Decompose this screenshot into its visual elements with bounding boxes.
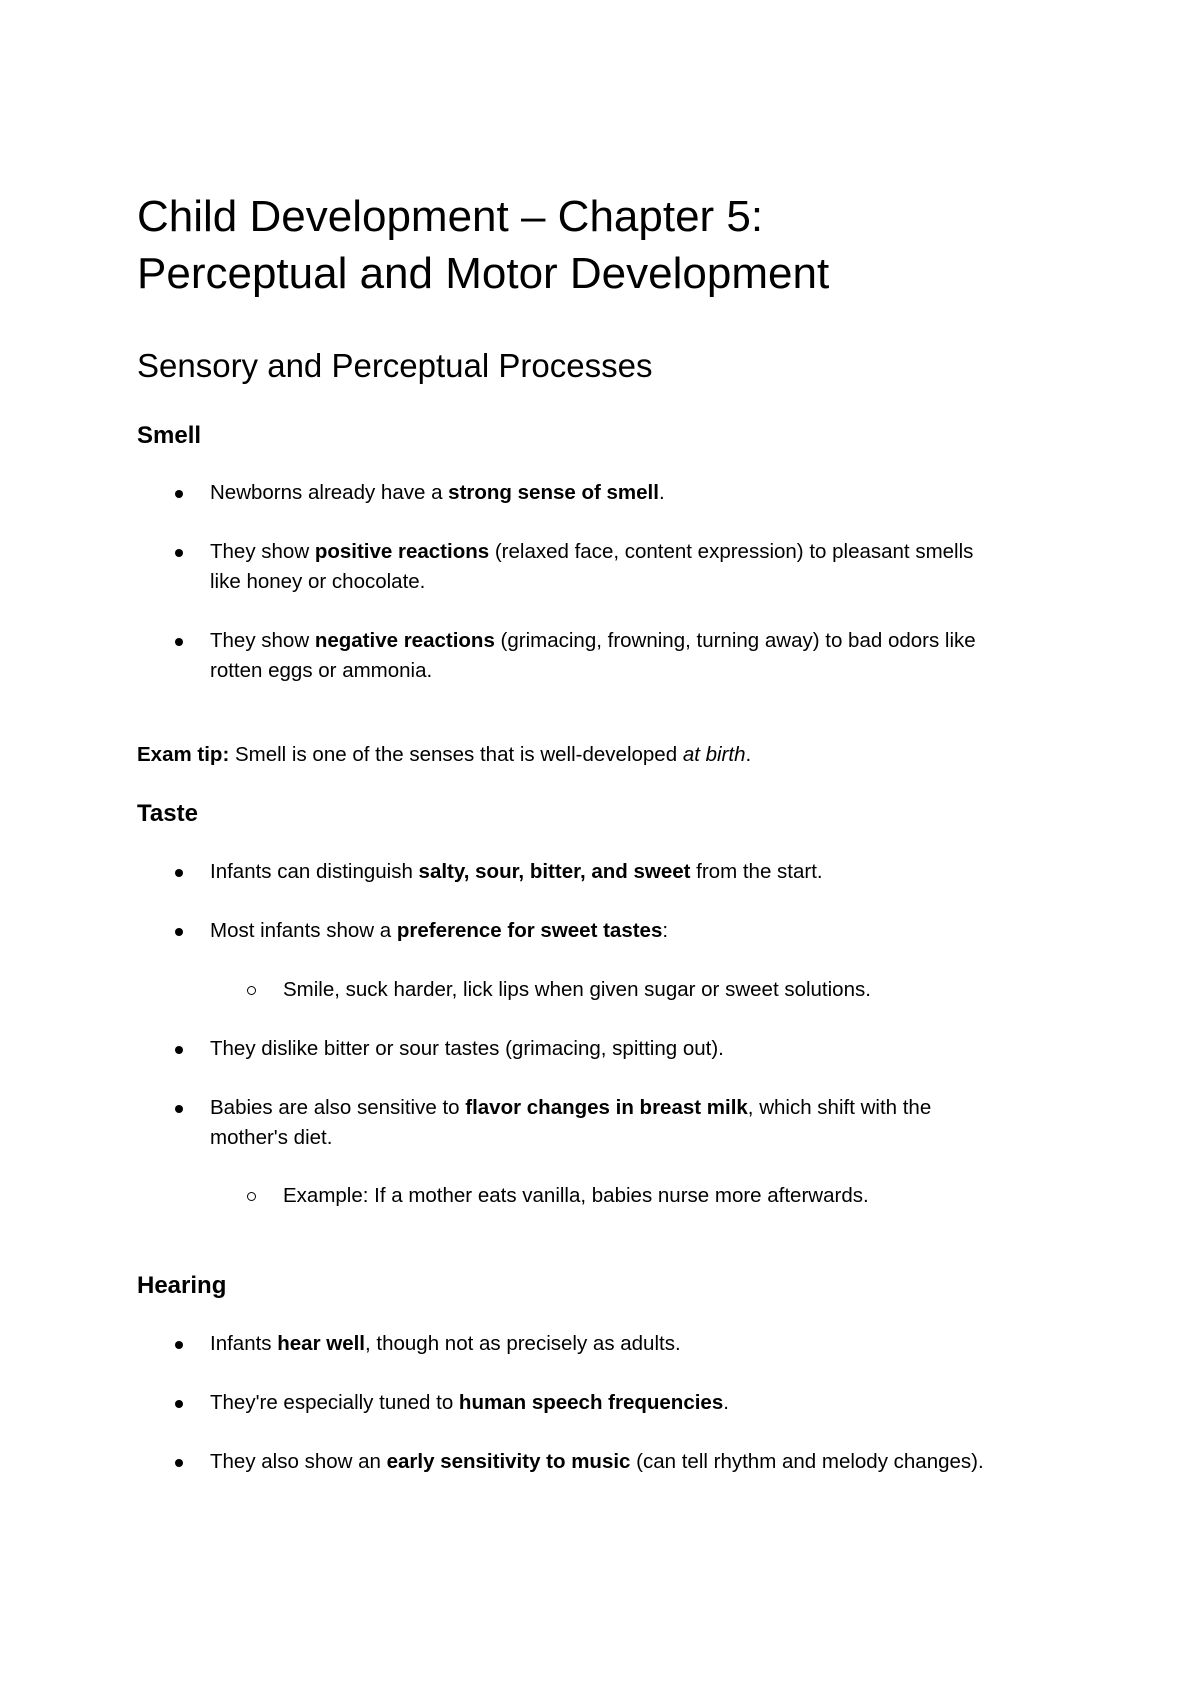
- hearing-heading: Hearing: [137, 1272, 227, 1299]
- section-heading: Sensory and Perceptual Processes: [137, 347, 653, 384]
- bullet-dot: [175, 549, 183, 557]
- bullet-dot: [175, 869, 183, 877]
- title-line-1: Child Development – Chapter 5:: [137, 192, 764, 241]
- bullet-dot: [175, 1341, 183, 1349]
- bullet-dot: [175, 928, 183, 936]
- bullet-dot: [175, 1459, 183, 1467]
- bullet-dot: [175, 1105, 183, 1113]
- bullet-dot: [175, 1400, 183, 1408]
- title-line-2: Perceptual and Motor Development: [137, 249, 830, 298]
- bullet-dot: [175, 638, 183, 646]
- taste-heading: Taste: [137, 800, 198, 827]
- document-title: [137, 188, 829, 302]
- exam-tip-label: Exam tip:: [137, 743, 230, 766]
- bullet-dot: [175, 1046, 183, 1054]
- smell-heading: Smell: [137, 422, 202, 449]
- sub-bullet-circle: [247, 986, 256, 995]
- sub-bullet-circle: [247, 1192, 256, 1201]
- exam-tip: Exam tip: Smell is one of the senses that is well-developed at birth.: [137, 743, 752, 766]
- bullet-dot: [175, 490, 183, 498]
